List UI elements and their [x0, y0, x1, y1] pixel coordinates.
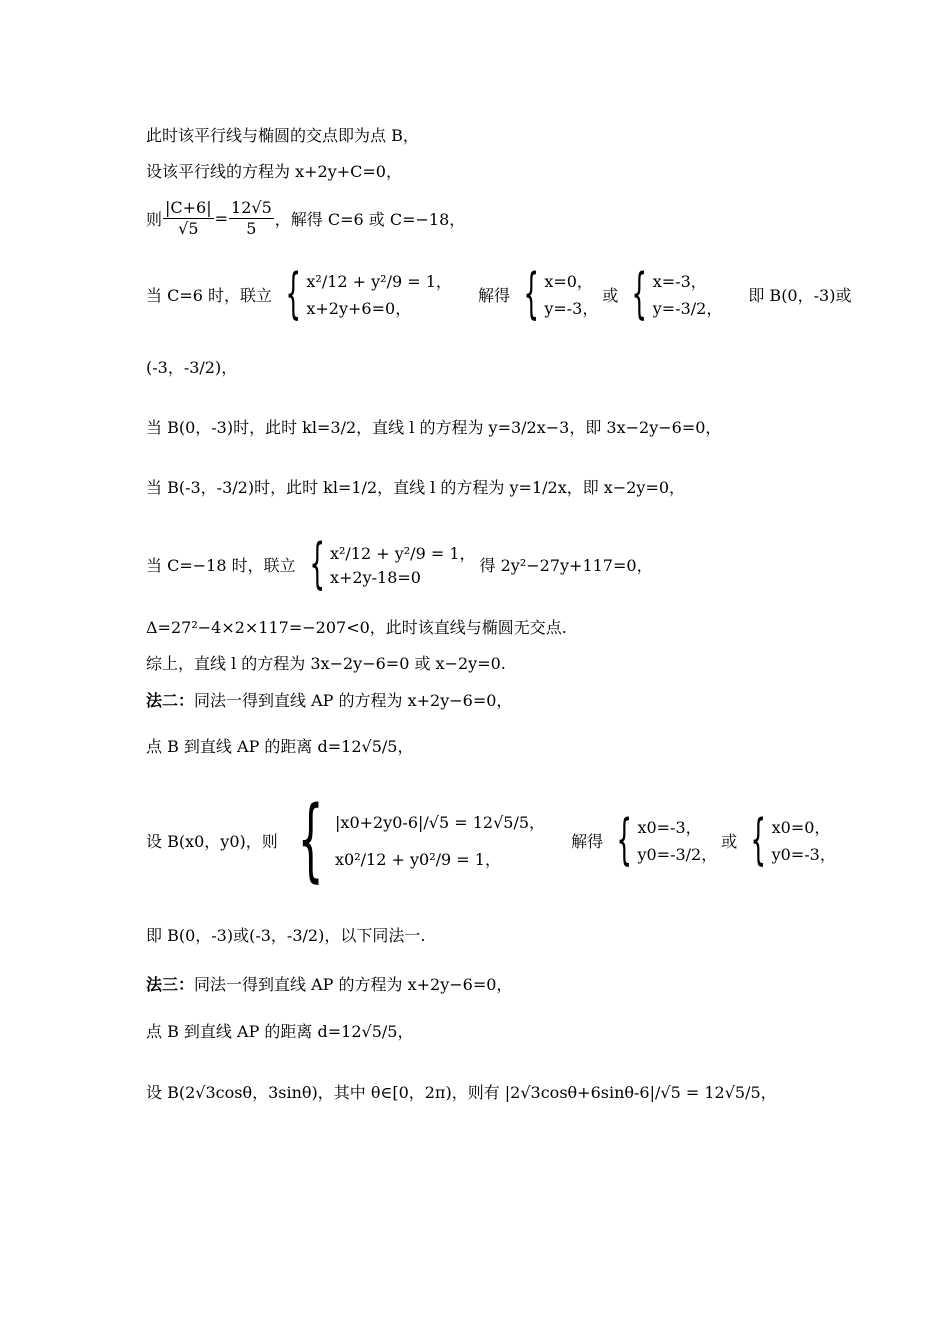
- or-word: 或: [721, 831, 738, 851]
- system-cases: [637, 815, 717, 865]
- left-brace: {: [616, 808, 632, 871]
- solve-word: 解得: [571, 831, 604, 851]
- line-13-pre: 设 B(x0，y0)，则: [146, 831, 278, 851]
- line-3-post: ，解得 C=6 或 C=−18，: [274, 209, 466, 229]
- system-eq-b: y=-3/2，: [652, 299, 723, 318]
- text-line-7: [146, 478, 685, 498]
- system-eq-a: |x0+2y0-6|/√5 = 12√5/5，: [335, 813, 546, 832]
- equation-system-2: [300, 532, 476, 595]
- text-line-8: [146, 528, 653, 600]
- line-17-text: 设 B(2√3cosθ，3sinθ)，其中 θ∈[0，2π)，则有 |2√3cosθ+6sinθ-6|/√5 = 12√5/5，: [146, 1083, 777, 1102]
- left-brace: {: [631, 262, 648, 325]
- system-cases: [772, 815, 836, 865]
- left-brace: {: [750, 808, 767, 871]
- text-line-16: [146, 1022, 413, 1042]
- text-line-17: [146, 1083, 777, 1103]
- system-eq-a: x=0，: [544, 272, 593, 291]
- line-4-post: 即 B(0，-3)或: [748, 285, 852, 305]
- text-line-9: [146, 618, 567, 638]
- text-line-11: [146, 691, 512, 711]
- system-eq-b: y=-3，: [544, 299, 599, 318]
- system-eq-a: x²/12 + y²/9 = 1，: [329, 544, 476, 563]
- system-eq-a: x0=-3，: [637, 818, 702, 837]
- line-4-pre: 当 C=6 时，联立: [146, 285, 273, 305]
- system-cases: [306, 269, 452, 319]
- text-line-5: [146, 358, 237, 378]
- line-1-text: 此时该平行线与椭圆的交点即为点 B，: [146, 126, 419, 145]
- system-eq-b: y0=-3/2，: [637, 845, 718, 864]
- line-3-pre: 则: [146, 209, 163, 229]
- line-11-text: 同法一得到直线 AP 的方程为 x+2y−6=0，: [194, 691, 513, 710]
- line-2-text: 设该平行线的方程为 x+2y+C=0，: [146, 162, 402, 181]
- left-brace: {: [297, 787, 324, 892]
- line-10-text: 综上，直线 l 的方程为 3x−2y−6=0 或 x−2y=0.: [146, 654, 506, 673]
- line-5-text: (-3，-3/2)，: [146, 358, 238, 377]
- system-cases: [335, 810, 545, 870]
- left-brace: {: [523, 262, 539, 325]
- system-eq-a: x=-3，: [652, 272, 707, 291]
- method-three-label: 法三：: [146, 975, 195, 994]
- line-7-text: 当 B(-3，-3/2)时，此时 kl=1/2，直线 l 的方程为 y=1/2x，即 x−2y=0，: [146, 478, 686, 497]
- text-line-10: [146, 654, 506, 674]
- method-two-label: 法二：: [146, 691, 195, 710]
- text-line-14: [146, 926, 425, 946]
- line-8-pre: 当 C=−18 时，联立: [146, 555, 296, 575]
- solution-system-4: [741, 808, 836, 871]
- fraction-distance: [163, 199, 214, 238]
- line-12-text: 点 B 到直线 AP 的距离 d=12√5/5，: [146, 737, 414, 756]
- line-9-text: Δ=27²−4×2×117=−207<0，此时该直线与椭圆无交点.: [146, 618, 567, 637]
- system-cases: [544, 269, 598, 319]
- fraction-num: |C+6|: [165, 197, 212, 217]
- text-line-4: [146, 258, 851, 330]
- system-cases: [653, 269, 723, 319]
- fraction-value: [229, 199, 274, 238]
- or-word: 或: [602, 285, 619, 305]
- left-brace: {: [285, 262, 301, 325]
- equation-system-1: [276, 262, 452, 325]
- solve-word: 解得: [477, 285, 510, 305]
- system-eq-b: y0=-3，: [771, 845, 836, 864]
- system-eq-b: x+2y-18=0: [329, 568, 421, 587]
- line-16-text: 点 B 到直线 AP 的距离 d=12√5/5，: [146, 1022, 414, 1041]
- text-line-1: [146, 126, 419, 146]
- system-eq-a: x0=0，: [771, 818, 831, 837]
- solution-system-2: [622, 262, 723, 325]
- fraction-den: 5: [246, 218, 257, 238]
- text-line-13: [146, 784, 840, 896]
- equals-sign: =: [214, 208, 229, 228]
- fraction-den: √5: [178, 218, 199, 238]
- line-15-text: 同法一得到直线 AP 的方程为 x+2y−6=0，: [194, 975, 513, 994]
- text-line-3: [146, 196, 465, 240]
- equation-system-3: [282, 787, 546, 892]
- text-line-15: [146, 975, 512, 995]
- solution-system-1: [514, 262, 599, 325]
- line-8-post: 得 2y²−27y+117=0，: [479, 555, 653, 575]
- system-eq-b: x+2y+6=0，: [306, 299, 412, 318]
- line-14-text: 即 B(0，-3)或(-3，-3/2)，以下同法一.: [146, 926, 426, 945]
- line-6-text: 当 B(0，-3)时，此时 kl=3/2，直线 l 的方程为 y=3/2x−3，即 3x−2y−6=0，: [146, 418, 722, 437]
- text-line-12: [146, 737, 413, 757]
- system-cases: [330, 541, 476, 587]
- fraction-num: 12√5: [231, 197, 272, 217]
- solution-system-3: [607, 808, 718, 871]
- left-brace: {: [309, 532, 325, 595]
- system-eq-a: x²/12 + y²/9 = 1，: [306, 272, 452, 291]
- text-line-2: [146, 162, 402, 182]
- text-line-6: [146, 418, 721, 438]
- system-eq-b: x0²/12 + y0²/9 = 1，: [335, 850, 501, 869]
